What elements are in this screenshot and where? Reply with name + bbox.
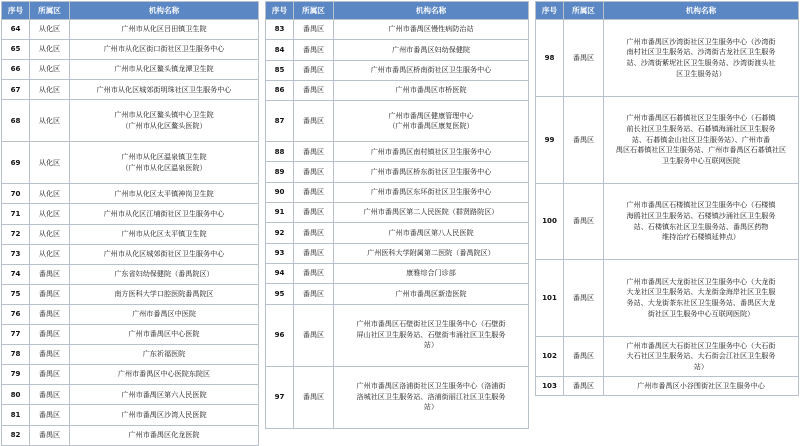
- row-name: 广州市番禺区中心医院: [70, 325, 259, 345]
- table-row: [266, 142, 529, 162]
- row-name: 广州市番禺区沙湾人民医院: [70, 405, 259, 425]
- row-seq: 103: [536, 377, 564, 396]
- row-district: 从化区: [30, 224, 70, 244]
- row-seq: 89: [266, 162, 294, 182]
- table-row: [2, 304, 259, 324]
- row-name: 广州市番禺区第八人民医院: [334, 223, 529, 243]
- row-seq: 88: [266, 142, 294, 162]
- row-district: 番禺区: [564, 184, 604, 260]
- row-name: 广州医科大学附属第二医院（番禺院区）: [334, 243, 529, 263]
- table-row: [2, 100, 259, 142]
- table-row: [266, 284, 529, 304]
- row-seq: 100: [536, 184, 564, 260]
- row-name: 广州市番禺区化龙医院: [70, 425, 259, 445]
- row-name: 广州市番禺区沙湾街社区卫生服务中心（沙湾街 南村社区卫生服务站、沙湾街古龙社区卫生服务 站、沙湾街紫坭社区卫生服务站、沙湾街渡头社 区卫生服务站）: [604, 20, 799, 97]
- row-seq: 68: [2, 100, 30, 142]
- row-seq: 66: [2, 60, 30, 80]
- row-seq: 64: [2, 20, 30, 40]
- table-row: [266, 366, 529, 428]
- row-district: 番禺区: [294, 101, 334, 142]
- row-seq: 96: [266, 304, 294, 366]
- row-name: 广州市番禺区妇幼保健院: [334, 40, 529, 60]
- table-row: [266, 182, 529, 202]
- row-name: 广州市从化区温泉镇卫生院 （广州市从化区温泉医院）: [70, 142, 259, 184]
- table-row: [2, 264, 259, 284]
- table-row: [2, 284, 259, 304]
- row-district: 番禺区: [294, 366, 334, 428]
- table-row: [2, 325, 259, 345]
- row-seq: 74: [2, 264, 30, 284]
- row-district: 番禺区: [564, 377, 604, 396]
- table-row: [2, 385, 259, 405]
- row-seq: 67: [2, 80, 30, 100]
- row-name: 广州市番禺区东环街社区卫生服务中心: [334, 182, 529, 202]
- institution-table-1: [1, 1, 259, 446]
- row-seq: 82: [2, 425, 30, 445]
- table-row: [536, 337, 799, 377]
- header-name: 机构名称: [334, 2, 529, 20]
- row-name: 广州市番禺区健康管理中心 （广州市番禺区康复医院）: [334, 101, 529, 142]
- row-name: 广州市番禺区桥南街社区卫生服务中心: [334, 60, 529, 80]
- row-name: 广州市番禺区市桥医院: [334, 80, 529, 100]
- row-name: 广州市从化区城郊街明珠社区卫生服务中心: [70, 80, 259, 100]
- row-seq: 72: [2, 224, 30, 244]
- row-district: 番禺区: [294, 60, 334, 80]
- row-district: 番禺区: [294, 40, 334, 60]
- row-name: 广州市番禺区中心医院东院区: [70, 365, 259, 385]
- row-district: 从化区: [30, 142, 70, 184]
- row-seq: 85: [266, 60, 294, 80]
- header-name: 机构名称: [70, 2, 259, 20]
- table-row: [2, 60, 259, 80]
- row-district: 番禺区: [294, 223, 334, 243]
- row-district: 番禺区: [294, 20, 334, 40]
- table-row: [2, 244, 259, 264]
- row-name: 广州市番禺区大龙街社区卫生服务中心（大龙街 大龙社区卫生服务站、大龙街金海岸社区卫生服 务站、大龙街茶东社区卫生服务站、番禺区大龙 街社区卫生服务中心互联网医院）: [604, 260, 799, 337]
- table-row: [2, 224, 259, 244]
- table-row: [2, 345, 259, 365]
- row-name: 康雅综合门诊部: [334, 263, 529, 283]
- row-name: 广州市番禺区石碁镇社区卫生服务中心（石碁镇 前长社区卫生服务站、石碁镇海涌社区卫生服务 站、石碁镇金山社区卫生服务站）、广州市番 禺区石碁镇社区卫生服务站、广州市番禺区石碁镇社区 卫生服务中心互联网医院: [604, 97, 799, 184]
- table-row: [536, 184, 799, 260]
- row-name: 广州市番禺区南村镇社区卫生服务中心: [334, 142, 529, 162]
- row-district: 番禺区: [294, 80, 334, 100]
- row-district: 从化区: [30, 204, 70, 224]
- row-district: 番禺区: [30, 345, 70, 365]
- header-district: 所属区: [564, 2, 604, 20]
- row-district: 从化区: [30, 100, 70, 142]
- row-district: 番禺区: [30, 284, 70, 304]
- row-seq: 81: [2, 405, 30, 425]
- row-name: 广州市从化区吕田镇卫生院: [70, 20, 259, 40]
- row-district: 番禺区: [294, 182, 334, 202]
- row-seq: 87: [266, 101, 294, 142]
- table-row: [536, 377, 799, 396]
- table-row: [266, 162, 529, 182]
- row-district: 从化区: [30, 40, 70, 60]
- row-seq: 69: [2, 142, 30, 184]
- row-district: 番禺区: [30, 365, 70, 385]
- table-row: [536, 260, 799, 337]
- row-name: 广州市番禺区石楼镇社区卫生服务中心（石楼镇 海鸥社区卫生服务站、石楼镇沙涌社区卫生服务 站、石楼镇东社区卫生服务站、番禺区药物 维持治疗石楼镇延伸点）: [604, 184, 799, 260]
- row-name: 广东祈福医院: [70, 345, 259, 365]
- header-name: 机构名称: [604, 2, 799, 20]
- row-seq: 84: [266, 40, 294, 60]
- row-district: 番禺区: [294, 162, 334, 182]
- row-seq: 92: [266, 223, 294, 243]
- table-row: [2, 142, 259, 184]
- row-district: 番禺区: [30, 425, 70, 445]
- row-district: 番禺区: [564, 97, 604, 184]
- row-district: 从化区: [30, 80, 70, 100]
- table-row: [536, 97, 799, 184]
- row-district: 番禺区: [30, 264, 70, 284]
- table-row: [266, 263, 529, 283]
- row-name: 广州市从化区城郊街社区卫生服务中心: [70, 244, 259, 264]
- row-district: 从化区: [30, 20, 70, 40]
- row-seq: 80: [2, 385, 30, 405]
- table-row: [2, 20, 259, 40]
- row-name: 广州市从化区鳌头镇龙潭卫生院: [70, 60, 259, 80]
- row-seq: 93: [266, 243, 294, 263]
- table-row: [266, 101, 529, 142]
- row-seq: 76: [2, 304, 30, 324]
- row-seq: 97: [266, 366, 294, 428]
- row-name: 广州市番禺区石壁街社区卫生服务中心（石壁街 屏山社区卫生服务站、石壁街韦涌社区卫生服务 站）: [334, 304, 529, 366]
- row-name: 广州市番禺区第二人民医院（群贤路院区）: [334, 203, 529, 223]
- row-seq: 71: [2, 204, 30, 224]
- row-seq: 65: [2, 40, 30, 60]
- row-seq: 75: [2, 284, 30, 304]
- row-district: 从化区: [30, 184, 70, 204]
- row-district: 番禺区: [564, 260, 604, 337]
- row-seq: 91: [266, 203, 294, 223]
- row-seq: 70: [2, 184, 30, 204]
- header-district: 所属区: [294, 2, 334, 20]
- row-name: 广州市番禺区大石街社区卫生服务中心（大石街 大石社区卫生服务站、大石街会江社区卫生服务 站）: [604, 337, 799, 377]
- table-row: [266, 20, 529, 40]
- header-district: 所属区: [30, 2, 70, 20]
- row-name: 广东省妇幼保健院（番禺院区）: [70, 264, 259, 284]
- row-name: 广州市番禺区桥东街社区卫生服务中心: [334, 162, 529, 182]
- row-seq: 90: [266, 182, 294, 202]
- table-row: [2, 365, 259, 385]
- row-name: 广州市番禺区第六人民医院: [70, 385, 259, 405]
- row-seq: 73: [2, 244, 30, 264]
- row-district: 番禺区: [294, 263, 334, 283]
- table-row: [266, 243, 529, 263]
- row-name: 广州市番禺区洛浦街社区卫生服务中心（洛浦街 洛城社区卫生服务站、洛浦街丽江社区卫生服务 站）: [334, 366, 529, 428]
- row-seq: 83: [266, 20, 294, 40]
- row-name: 广州市番禺区中医院: [70, 304, 259, 324]
- header-seq: 序号: [2, 2, 30, 20]
- row-seq: 101: [536, 260, 564, 337]
- row-name: 广州市从化区太平镇神岗卫生院: [70, 184, 259, 204]
- table-row: [2, 425, 259, 445]
- row-name: 广州市从化区街口街社区卫生服务中心: [70, 40, 259, 60]
- institution-table-3: [535, 1, 799, 396]
- table-row: [2, 405, 259, 425]
- row-name: 南方医科大学口腔医院番禺院区: [70, 284, 259, 304]
- row-district: 番禺区: [30, 385, 70, 405]
- institution-table-2: [265, 1, 529, 429]
- table-row: [2, 204, 259, 224]
- table-row: [2, 184, 259, 204]
- row-seq: 78: [2, 345, 30, 365]
- row-district: 番禺区: [294, 142, 334, 162]
- table-row: [2, 80, 259, 100]
- row-name: 广州市番禺区小谷围街社区卫生服务中心: [604, 377, 799, 396]
- row-name: 广州市从化区江埔街社区卫生服务中心: [70, 204, 259, 224]
- row-seq: 77: [2, 325, 30, 345]
- row-seq: 94: [266, 263, 294, 283]
- row-district: 番禺区: [564, 20, 604, 97]
- row-district: 番禺区: [294, 304, 334, 366]
- header-seq: 序号: [536, 2, 564, 20]
- row-district: 番禺区: [294, 284, 334, 304]
- row-name: 广州市从化区鳌头镇中心卫生院 （广州市从化区鳌头医院）: [70, 100, 259, 142]
- row-district: 从化区: [30, 60, 70, 80]
- row-name: 广州市从化区太平镇卫生院: [70, 224, 259, 244]
- row-seq: 102: [536, 337, 564, 377]
- table-row: [266, 80, 529, 100]
- table-row: [266, 40, 529, 60]
- row-name: 广州市番禺区慢性病防治站: [334, 20, 529, 40]
- row-district: 番禺区: [294, 203, 334, 223]
- header-seq: 序号: [266, 2, 294, 20]
- row-district: 番禺区: [30, 304, 70, 324]
- table-row: [536, 20, 799, 97]
- table-row: [266, 223, 529, 243]
- row-seq: 79: [2, 365, 30, 385]
- row-seq: 99: [536, 97, 564, 184]
- row-seq: 95: [266, 284, 294, 304]
- table-row: [2, 40, 259, 60]
- row-district: 番禺区: [30, 405, 70, 425]
- table-row: [266, 203, 529, 223]
- table-row: [266, 304, 529, 366]
- row-district: 从化区: [30, 244, 70, 264]
- row-seq: 86: [266, 80, 294, 100]
- row-name: 广州市番禺区新造医院: [334, 284, 529, 304]
- row-district: 番禺区: [294, 243, 334, 263]
- table-row: [266, 60, 529, 80]
- row-seq: 98: [536, 20, 564, 97]
- row-district: 番禺区: [564, 337, 604, 377]
- row-district: 番禺区: [30, 325, 70, 345]
